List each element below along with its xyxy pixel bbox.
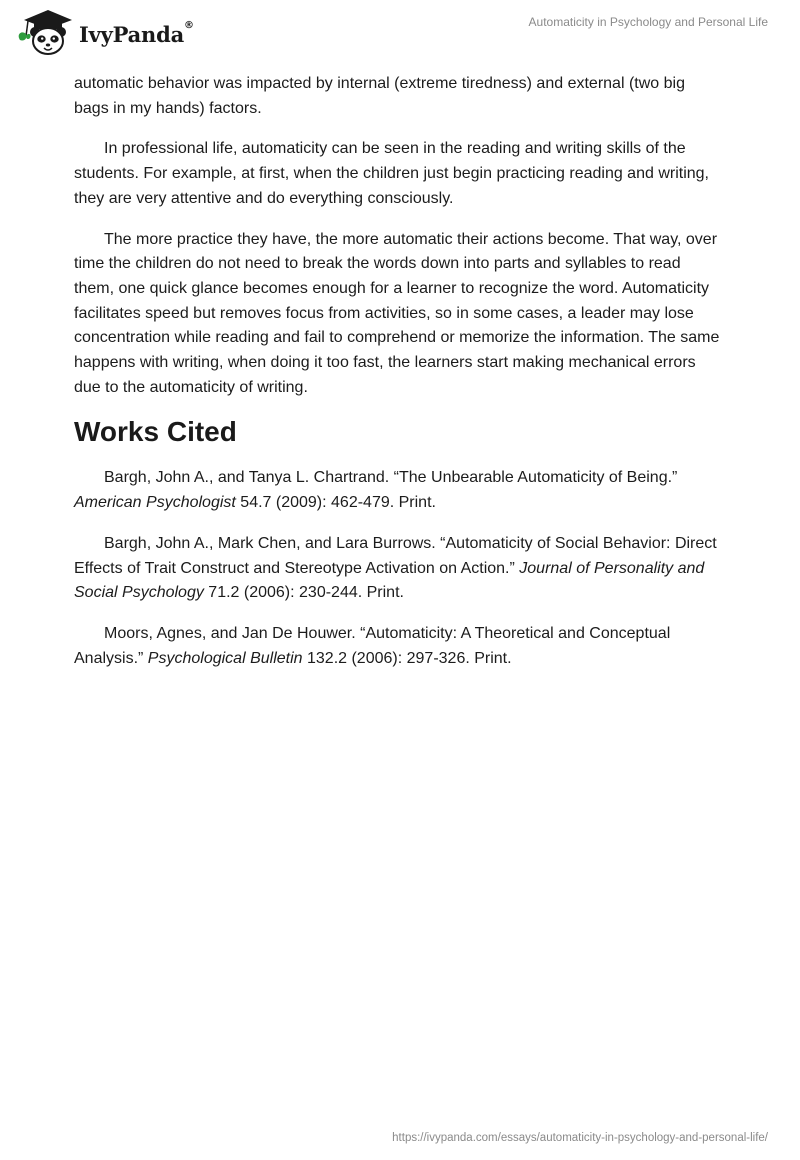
citation-journal: Journal of Personality and Social Psychology (74, 559, 705, 602)
citation-text: Bargh, John A., and Tanya L. Chartrand. “The Unbearable Automaticity of Being.” (104, 469, 678, 487)
running-title: Automaticity in Psychology and Personal Life (528, 15, 768, 29)
logo-wordmark (79, 19, 194, 47)
citation-details: 71.2 (2006): 230-244. Print. (203, 584, 404, 602)
citation-text: Moors, Agnes, and Jan De Houwer. “Automaticity: A Theoretical and Conceptual Analysis.” (74, 624, 671, 667)
paragraph-continuation: automatic behavior was impacted by internal (extreme tiredness) and external (two big bags in my hands) factors. (74, 75, 685, 117)
logo-name: IvyPanda (79, 21, 185, 47)
panda-graduate-icon (14, 8, 78, 58)
footer-source-url[interactable]: https://ivypanda.com/essays/automaticity-in-psychology-and-personal-life/ (392, 1132, 768, 1144)
paragraph-practice: The more practice they have, the more automatic their actions become. That way, over time the children do not need to break the words down into parts and syllables to read them, one quick glance becomes enough for a learner to recognize the word. Automaticity facilitates speed but removes focus from activities, so in some cases, a leader may lose concentration while reading and fail to comprehend or memorize the information. The same happens with writing, when doing it too fast, the learners start making mechanical errors due to the automaticity of writing. (74, 230, 720, 396)
ivypanda-logo[interactable] (14, 8, 194, 58)
registered-mark: ® (184, 19, 194, 31)
citation-details: 132.2 (2006): 297-326. Print. (302, 649, 512, 667)
citation-entry (74, 466, 724, 515)
citation-text: Bargh, John A., Mark Chen, and Lara Burrows. “Automaticity of Social Behavior: Direct Effects of Trait Construct and Stereotype Activation on Action.” (74, 534, 717, 577)
citation-entry (74, 622, 724, 671)
works-cited-heading: Works Cited (74, 416, 237, 448)
paragraph-professional: In professional life, automaticity can be seen in the reading and writing skills of the students. For example, at first, when the children just begin practicing reading and writing, they are very attentive and do everything consciously. (74, 140, 709, 207)
citation-entry (74, 532, 724, 606)
essay-content (74, 72, 724, 687)
citation-journal: American Psychologist (74, 494, 236, 512)
citation-journal: Psychological Bulletin (147, 649, 303, 667)
citation-details: 54.7 (2009): 462-479. Print. (235, 494, 436, 512)
page-header (0, 0, 800, 64)
